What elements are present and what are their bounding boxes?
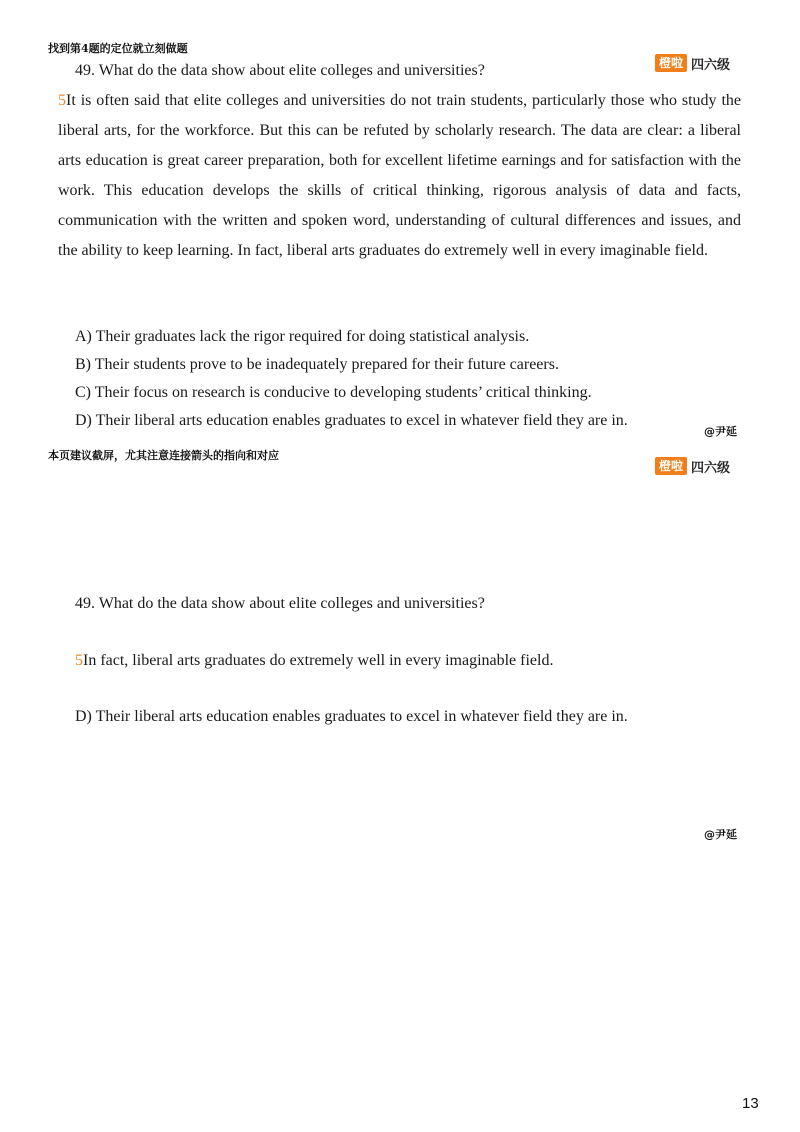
brand-tag: 橙啦 xyxy=(655,54,687,72)
evidence-text: In fact, liberal arts graduates do extremely well in every imaginable field. xyxy=(83,652,554,669)
author-credit: @尹延 xyxy=(704,828,737,841)
paragraph-number: 5 xyxy=(75,652,83,669)
passage-text: It is often said that elite colleges and universities do not train students, particularly those who study the liberal arts, for the workforce. But this can be refuted by scholarly research. The data are clear: a liberal arts education is great career preparation, both for excellent lifetime earnings and for satisfaction with the work. This education develops the skills of critical thinking, rigorous analysis of data and facts, communication with the written and spoken word, understanding of cultural differences and issues, and the ability to keep learning. In fact, liberal arts graduates do extremely well in every imaginable field. xyxy=(58,92,741,259)
question-49-repeat: 49. What do the data show about elite colleges and universities? xyxy=(75,595,485,612)
brand-tag: 橙啦 xyxy=(655,457,687,475)
option-b: B) Their students prove to be inadequately prepared for their future careers. xyxy=(75,356,559,373)
screenshot-advice-note: 本页建议截屏，尤其注意连接箭头的指向和对应 xyxy=(48,449,279,462)
paragraph-number: 5 xyxy=(58,92,66,109)
author-credit: @尹延 xyxy=(704,425,737,438)
brand-level: 四六级 xyxy=(691,57,731,73)
page-number: 13 xyxy=(742,1095,759,1112)
evidence-sentence xyxy=(75,652,553,670)
question-49-title: 49. What do the data show about elite colleges and universities? xyxy=(75,62,485,79)
option-d: D) Their liberal arts education enables graduates to excel in whatever field they are in. xyxy=(75,412,628,429)
passage-paragraph xyxy=(58,86,741,266)
brand-level: 四六级 xyxy=(691,460,731,476)
option-a: A) Their graduates lack the rigor required for doing statistical analysis. xyxy=(75,328,530,345)
answer-options xyxy=(75,323,628,435)
brand-badge-mid xyxy=(655,457,730,475)
brand-badge-top xyxy=(655,54,730,72)
correct-answer: D) Their liberal arts education enables graduates to excel in whatever field they are in. xyxy=(75,708,628,725)
top-instruction-note: 找到第4题的定位就立刻做题 xyxy=(48,42,188,55)
option-c: C) Their focus on research is conducive to developing students’ critical thinking. xyxy=(75,384,592,401)
